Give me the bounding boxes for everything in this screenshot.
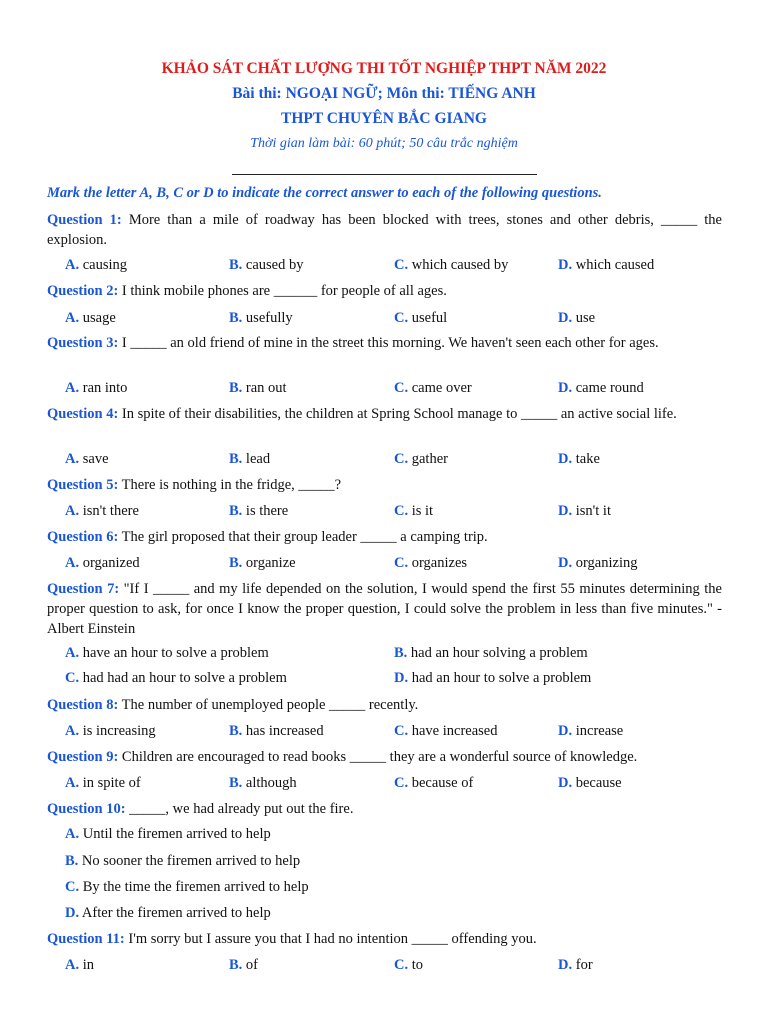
- question-text: More than a mile of roadway has been blocked with trees, stones and other debris, _____ the explosion.: [47, 212, 722, 248]
- question-stem: [47, 210, 722, 250]
- option-c: [394, 501, 433, 521]
- option-letter: B.: [229, 957, 243, 973]
- option-text: ran out: [242, 380, 287, 396]
- question-label: Question 1:: [47, 212, 122, 228]
- option-letter: B.: [229, 503, 243, 519]
- option-a: [65, 308, 116, 328]
- option-b: [229, 553, 296, 573]
- option-letter: D.: [558, 503, 573, 519]
- option-text: came round: [572, 380, 644, 396]
- option-text: use: [572, 310, 596, 326]
- option-text: have increased: [408, 723, 498, 739]
- option-letter: A.: [65, 645, 80, 661]
- option-letter: C.: [394, 451, 409, 467]
- question-stem: [47, 281, 722, 301]
- option-d: [65, 903, 271, 923]
- option-text: have an hour to solve a problem: [79, 645, 269, 661]
- question-label: Question 7:: [47, 581, 120, 597]
- option-text: because: [572, 775, 622, 791]
- option-text: isn't it: [572, 503, 611, 519]
- option-letter: B.: [229, 451, 243, 467]
- option-text: lead: [242, 451, 271, 467]
- option-text: take: [572, 451, 600, 467]
- question-label: Question 5:: [47, 477, 119, 493]
- option-letter: B.: [229, 775, 243, 791]
- question-text: The number of unemployed people _____ recently.: [118, 697, 419, 713]
- option-text: in spite of: [79, 775, 141, 791]
- question-text: In spite of their disabilities, the children at Spring School manage to _____ an active social life.: [118, 406, 677, 422]
- school-name: THPT CHUYÊN BẮC GIANG: [281, 110, 487, 127]
- question-stem: [47, 747, 722, 767]
- question-text: I think mobile phones are ______ for people of all ages.: [118, 283, 447, 299]
- option-letter: D.: [394, 670, 409, 686]
- option-text: usage: [79, 310, 116, 326]
- option-a: [65, 643, 269, 663]
- option-text: Until the firemen arrived to help: [79, 826, 271, 842]
- option-d: [558, 721, 623, 741]
- option-c: [394, 553, 467, 573]
- option-letter: A.: [65, 257, 80, 273]
- option-letter: C.: [394, 503, 409, 519]
- option-c: [394, 255, 508, 275]
- option-d: [558, 255, 654, 275]
- option-letter: C.: [394, 555, 409, 571]
- option-letter: D.: [558, 310, 573, 326]
- question-stem: [47, 527, 722, 547]
- option-text: of: [242, 957, 259, 973]
- option-letter: A.: [65, 555, 80, 571]
- option-text: is there: [242, 503, 289, 519]
- option-b: [229, 449, 270, 469]
- question-text: There is nothing in the fridge, _____?: [118, 477, 342, 493]
- option-text: organizing: [572, 555, 638, 571]
- option-b: [229, 721, 324, 741]
- question-text: The girl proposed that their group leader _____ a camping trip.: [118, 529, 488, 545]
- option-b: [65, 851, 300, 871]
- option-text: had an hour solving a problem: [407, 645, 588, 661]
- option-text: gather: [408, 451, 448, 467]
- option-letter: B.: [229, 257, 243, 273]
- question-stem: [47, 579, 722, 639]
- question-stem: [47, 799, 722, 819]
- option-text: had an hour to solve a problem: [408, 670, 592, 686]
- question-label: Question 3:: [47, 335, 119, 351]
- question-label: Question 4:: [47, 406, 119, 422]
- option-text: came over: [408, 380, 472, 396]
- option-letter: A.: [65, 503, 80, 519]
- question-text: I _____ an old friend of mine in the street this morning. We haven't seen each other for ages.: [118, 335, 659, 351]
- option-c: [394, 721, 497, 741]
- option-letter: A.: [65, 310, 80, 326]
- option-text: usefully: [242, 310, 293, 326]
- instruction: Mark the letter A, B, C or D to indicate the correct answer to each of the following questions.: [47, 185, 602, 201]
- option-letter: D.: [558, 957, 573, 973]
- option-c: [394, 378, 472, 398]
- option-letter: A.: [65, 775, 80, 791]
- option-text: By the time the firemen arrived to help: [79, 879, 309, 895]
- option-text: for: [572, 957, 593, 973]
- option-text: organize: [242, 555, 296, 571]
- option-letter: C.: [65, 879, 80, 895]
- option-letter: D.: [558, 555, 573, 571]
- option-letter: D.: [65, 905, 80, 921]
- option-letter: B.: [394, 645, 408, 661]
- option-a: [65, 721, 156, 741]
- option-text: which caused by: [408, 257, 509, 273]
- question-label: Question 2:: [47, 283, 119, 299]
- option-d: [558, 955, 593, 975]
- exam-subject: Bài thi: NGOẠI NGỮ; Môn thi: TIẾNG ANH: [232, 85, 536, 102]
- question-stem: [47, 929, 722, 949]
- option-text: ran into: [79, 380, 128, 396]
- option-text: organized: [79, 555, 140, 571]
- option-a: [65, 553, 140, 573]
- option-c: [394, 449, 448, 469]
- option-c: [65, 668, 287, 688]
- option-text: in: [79, 957, 95, 973]
- option-b: [394, 643, 588, 663]
- question-label: Question 6:: [47, 529, 119, 545]
- option-letter: A.: [65, 723, 80, 739]
- option-b: [229, 378, 287, 398]
- option-letter: C.: [394, 310, 409, 326]
- option-b: [229, 308, 293, 328]
- option-letter: A.: [65, 451, 80, 467]
- exam-title: KHẢO SÁT CHẤT LƯỢNG THI TỐT NGHIỆP THPT NĂM 2022: [161, 60, 607, 77]
- option-text: had had an hour to solve a problem: [79, 670, 287, 686]
- option-d: [394, 668, 591, 688]
- option-d: [558, 449, 600, 469]
- option-letter: D.: [558, 775, 573, 791]
- option-letter: C.: [394, 957, 409, 973]
- option-d: [558, 308, 595, 328]
- question-label: Question 10:: [47, 801, 126, 817]
- option-text: has increased: [242, 723, 324, 739]
- option-a: [65, 255, 127, 275]
- option-letter: B.: [65, 853, 79, 869]
- option-d: [558, 378, 644, 398]
- option-letter: A.: [65, 826, 80, 842]
- option-text: although: [242, 775, 297, 791]
- option-b: [229, 501, 288, 521]
- option-letter: C.: [394, 723, 409, 739]
- option-c: [394, 955, 423, 975]
- option-letter: A.: [65, 380, 80, 396]
- option-letter: D.: [558, 723, 573, 739]
- option-d: [558, 773, 622, 793]
- option-text: because of: [408, 775, 474, 791]
- question-stem: [47, 404, 722, 424]
- option-c: [394, 773, 473, 793]
- option-text: which caused: [572, 257, 655, 273]
- option-text: isn't there: [79, 503, 139, 519]
- option-c: [394, 308, 447, 328]
- question-text: Children are encouraged to read books _____ they are a wonderful source of knowledge.: [118, 749, 638, 765]
- option-text: useful: [408, 310, 448, 326]
- option-letter: C.: [394, 380, 409, 396]
- option-letter: C.: [394, 257, 409, 273]
- option-a: [65, 378, 127, 398]
- option-text: organizes: [408, 555, 468, 571]
- option-letter: B.: [229, 723, 243, 739]
- option-text: After the firemen arrived to help: [79, 905, 271, 921]
- question-text: "If I _____ and my life depended on the solution, I would spend the first 55 minutes determining the proper question to ask, for once I know the proper question, I could solve the problem in less than five minutes." - Albert Einstein: [47, 581, 722, 637]
- option-letter: D.: [558, 380, 573, 396]
- option-letter: A.: [65, 957, 80, 973]
- question-label: Question 11:: [47, 931, 125, 947]
- question-label: Question 9:: [47, 749, 119, 765]
- option-text: caused by: [242, 257, 304, 273]
- option-a: [65, 501, 139, 521]
- question-text: I'm sorry but I assure you that I had no intention _____ offending you.: [124, 931, 537, 947]
- option-d: [558, 501, 611, 521]
- option-letter: D.: [558, 451, 573, 467]
- question-stem: [47, 333, 722, 353]
- option-a: [65, 955, 94, 975]
- exam-time: Thời gian làm bài: 60 phút; 50 câu trắc nghiệm: [250, 136, 518, 151]
- option-text: is increasing: [79, 723, 156, 739]
- option-a: [65, 773, 141, 793]
- option-letter: D.: [558, 257, 573, 273]
- option-letter: B.: [229, 310, 243, 326]
- header-divider: [232, 174, 537, 175]
- option-letter: C.: [65, 670, 80, 686]
- option-text: save: [79, 451, 109, 467]
- option-letter: B.: [229, 555, 243, 571]
- option-text: causing: [79, 257, 128, 273]
- question-text: _____, we had already put out the fire.: [125, 801, 354, 817]
- question-stem: [47, 695, 722, 715]
- option-a: [65, 449, 109, 469]
- option-text: to: [408, 957, 424, 973]
- option-d: [558, 553, 637, 573]
- option-b: [229, 955, 258, 975]
- option-letter: B.: [229, 380, 243, 396]
- option-text: increase: [572, 723, 624, 739]
- option-text: is it: [408, 503, 434, 519]
- option-text: No sooner the firemen arrived to help: [78, 853, 301, 869]
- option-a: [65, 824, 271, 844]
- option-c: [65, 877, 309, 897]
- question-stem: [47, 475, 722, 495]
- option-b: [229, 773, 297, 793]
- option-b: [229, 255, 304, 275]
- question-label: Question 8:: [47, 697, 119, 713]
- option-letter: C.: [394, 775, 409, 791]
